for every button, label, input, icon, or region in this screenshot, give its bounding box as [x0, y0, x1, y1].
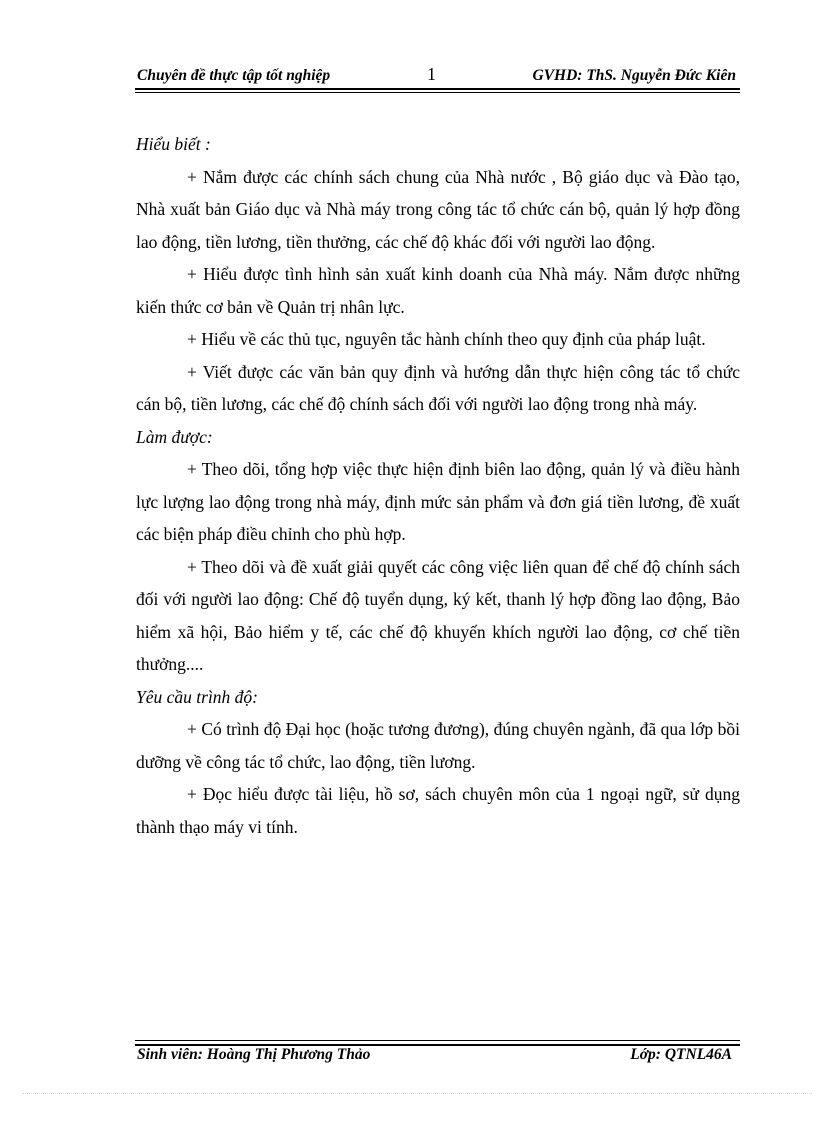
page-header	[135, 64, 740, 88]
page-edge-divider	[22, 1093, 812, 1094]
paragraph: + Đọc hiểu được tài liệu, hồ sơ, sách chuyên môn của 1 ngoại ngữ, sử dụng thành thạo máy vi tính.	[136, 784, 740, 837]
footer-rule-thin	[135, 1040, 740, 1041]
header-rule-thick	[135, 88, 740, 90]
header-report-title: Chuyên đề thực tập tốt nghiệp	[137, 67, 331, 84]
paragraph: + Viết được các văn bản quy định và hướng dẫn thực hiện công tác tổ chức cán bộ, tiền lương, các chế độ chính sách đối với người lao động trong nhà máy.	[136, 361, 740, 414]
section-title-abilities: Làm được:	[136, 426, 213, 447]
paragraph: + Theo dõi và đề xuất giải quyết các công việc liên quan để chế độ chính sách đối với người lao động: Chế độ tuyển dụng, ký kết, thanh lý hợp đồng lao động, Bảo hiểm xã hội, Bảo hiểm y tế, các chế độ khuyến khích người lao động, cơ chế tiền thưởng....	[136, 556, 740, 674]
paragraph: + Có trình độ Đại học (hoặc tương đương), đúng chuyên ngành, đã qua lớp bồi dưỡng về công tác tổ chức, lao động, tiền lương.	[136, 719, 740, 772]
header-page-number: 1	[427, 64, 436, 84]
document-body	[136, 128, 740, 843]
page-footer	[135, 1046, 740, 1070]
paragraph: + Hiểu về các thủ tục, nguyên tắc hành chính theo quy định của pháp luật.	[187, 329, 706, 349]
paragraph: + Theo dõi, tổng hợp việc thực hiện định biên lao động, quản lý và điều hành lực lượng lao động trong nhà máy, định mức sản phẩm và đơn giá tiền lương, đề xuất các biện pháp điều chỉnh cho phù hợp.	[136, 459, 740, 544]
paragraph: + Hiểu được tình hình sản xuất kinh doanh của Nhà máy. Nắm được những kiến thức cơ bản về Quản trị nhân lực.	[136, 264, 740, 317]
header-supervisor: GVHD: ThS. Nguyễn Đức Kiên	[532, 67, 736, 84]
section-title-understanding: Hiểu biết :	[136, 134, 211, 154]
paragraph: + Nắm được các chính sách chung của Nhà nước , Bộ giáo dục và Đào tạo, Nhà xuất bản Giáo dục và Nhà máy trong công tác tổ chức cán bộ, quản lý hợp đồng lao động, tiền lương, tiền thưởng, các chế độ khác đối với người lao động.	[136, 166, 740, 252]
header-rule-thin	[135, 92, 740, 93]
footer-student: Sinh viên: Hoàng Thị Phương Thảo	[137, 1046, 371, 1063]
section-title-qualifications: Yêu cầu trình độ:	[136, 686, 259, 707]
footer-class: Lớp: QTNL46A	[630, 1046, 732, 1063]
